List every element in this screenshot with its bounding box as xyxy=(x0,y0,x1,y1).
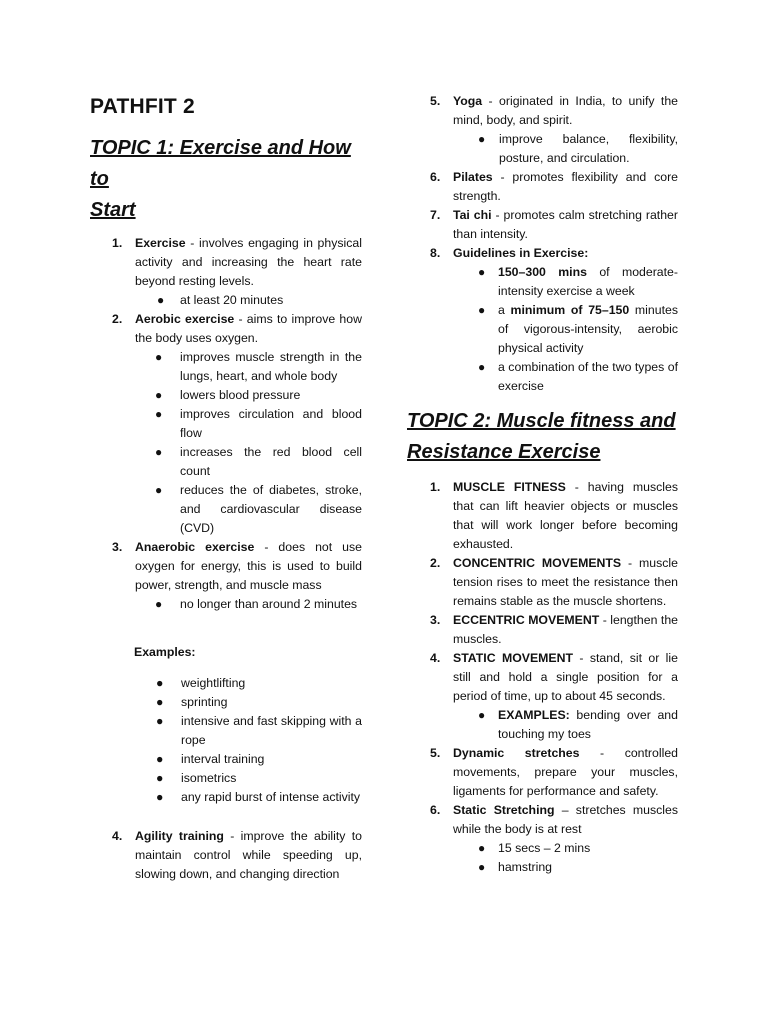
item-term: Exercise xyxy=(135,236,186,250)
item-text: - lengthen the muscles. xyxy=(453,613,678,646)
list-item xyxy=(408,244,678,396)
list-item xyxy=(408,478,678,554)
list-item xyxy=(408,92,678,168)
item-text: - promotes flexibility and core strength. xyxy=(453,170,678,203)
item-term: CONCENTRIC MOVEMENTS xyxy=(453,556,622,570)
bullet-item: ● at least 20 minutes xyxy=(90,291,362,310)
bullet-item: ● intensive and fast skipping with a rope xyxy=(156,714,362,747)
bullet-icon: ● xyxy=(156,695,164,709)
bullet-icon: ● xyxy=(157,293,165,307)
bullet-icon: ● xyxy=(155,445,163,459)
bullet-item: ● isometrics xyxy=(90,769,362,788)
bullet-icon: ● xyxy=(156,752,164,766)
examples-label: Examples: xyxy=(134,645,196,659)
bullet-icon: ● xyxy=(155,388,163,402)
topic1-heading-line1: TOPIC 1: Exercise and How to xyxy=(90,137,351,190)
topic1-heading-line2: Start xyxy=(90,199,136,221)
item-text: - promotes calm stretching rather than intensity. xyxy=(453,208,678,241)
item-text: - does not use oxygen for energy, this is used to build power, strength, and muscle mass xyxy=(135,540,362,592)
examples-list xyxy=(90,674,362,807)
item-term: Dynamic stretches xyxy=(453,746,580,760)
page-title: PATHFIT 2 xyxy=(90,95,195,118)
item-number: 2. xyxy=(112,312,123,326)
item-text: - involves engaging in physical activity and increasing the heart rate beyond resting levels. xyxy=(135,236,362,288)
item-term: MUSCLE FITNESS xyxy=(453,480,566,494)
bullet-icon: ● xyxy=(478,708,486,722)
bullet-item: ● EXAMPLES: bending over and touching my toes xyxy=(478,708,678,741)
topic1-list xyxy=(90,234,362,614)
topic2-heading-line2: Resistance Exercise xyxy=(407,441,601,463)
item-number: 6. xyxy=(430,803,441,817)
bullet-icon: ● xyxy=(156,771,164,785)
bullet-icon: ● xyxy=(478,265,486,279)
topic2-list xyxy=(408,478,678,877)
topic2-heading-line1: TOPIC 2: Muscle fitness and xyxy=(407,410,676,432)
bullet-icon: ● xyxy=(478,303,486,317)
bullet-item: ● improves muscle strength in the lungs, heart, and whole body xyxy=(155,350,362,383)
item-text: - originated in India, to unify the mind, body, and spirit. xyxy=(453,94,678,127)
item-number: 6. xyxy=(430,170,441,184)
item-term: Pilates xyxy=(453,170,493,184)
bullet-item: ● no longer than around 2 minutes xyxy=(135,595,362,614)
item-text: - controlled movements, prepare your muscles, ligaments for performance and safety. xyxy=(453,746,679,798)
item-term: Guidelines in Exercise: xyxy=(453,246,589,260)
item-number: 4. xyxy=(430,651,441,665)
bullet-item: ● lowers blood pressure xyxy=(135,386,362,405)
topic1-heading xyxy=(90,133,370,226)
item-text: - muscle tension rises to meet the resistance then remains stable as the muscle shortens. xyxy=(453,556,678,608)
item-term: Agility training xyxy=(135,829,224,843)
bullet-icon: ● xyxy=(478,132,486,146)
bullet-item: ● hamstring xyxy=(453,858,678,877)
list-item xyxy=(408,168,678,206)
list-item xyxy=(408,744,678,801)
list-item xyxy=(90,827,362,884)
item-text: - improve the ability to maintain control while speeding up, slowing down, and changing direction xyxy=(135,829,362,881)
list-item xyxy=(408,611,678,649)
item-term: Aerobic exercise xyxy=(135,312,235,326)
item-number: 1. xyxy=(430,480,441,494)
bullet-icon: ● xyxy=(155,483,163,497)
bullet-icon: ● xyxy=(155,350,163,364)
bullet-item: ● sprinting xyxy=(90,693,362,712)
topic1-list-continued xyxy=(90,827,362,884)
bullet-icon: ● xyxy=(478,860,486,874)
item-number: 8. xyxy=(430,246,441,260)
item-number: 1. xyxy=(112,236,123,250)
item-term: ECCENTRIC MOVEMENT xyxy=(453,613,600,627)
bullet-item: ● a minimum of 75–150 minutes of vigorous-intensity, aerobic physical activity xyxy=(478,303,678,355)
item-text: - stand, sit or lie still and hold a single position for a period of time, up to about 45 seconds. xyxy=(453,651,678,703)
item-term: Anaerobic exercise xyxy=(135,540,255,554)
bullet-icon: ● xyxy=(156,714,164,728)
bullet-icon: ● xyxy=(478,841,486,855)
bullet-icon: ● xyxy=(155,407,163,421)
item-number: 4. xyxy=(112,829,123,843)
item-number: 3. xyxy=(430,613,441,627)
item-number: 2. xyxy=(430,556,441,570)
bullet-item: ● a combination of the two types of exercise xyxy=(478,360,678,393)
item-text: – stretches muscles while the body is at rest xyxy=(453,803,678,836)
bullet-item: ● 150–300 mins of moderate-intensity exercise a week xyxy=(478,265,678,298)
bullet-item: ● improves circulation and blood flow xyxy=(155,407,362,440)
bullet-item: ● any rapid burst of intense activity xyxy=(90,788,362,807)
bullet-icon: ● xyxy=(156,790,164,804)
bullet-item: ● increases the red blood cell count xyxy=(155,445,362,478)
topic1-list-right xyxy=(408,92,678,396)
list-item xyxy=(408,206,678,244)
item-number: 5. xyxy=(430,94,441,108)
bullet-item: ● improve balance, flexibility, posture, and circulation. xyxy=(478,132,678,165)
bullet-item: ● 15 secs – 2 mins xyxy=(453,839,678,858)
item-term: Yoga xyxy=(453,94,483,108)
item-text: - aims to improve how the body uses oxygen. xyxy=(135,312,362,345)
list-item xyxy=(408,554,678,611)
item-term: Static Stretching xyxy=(453,803,555,817)
bullet-icon: ● xyxy=(155,597,163,611)
bullet-icon: ● xyxy=(156,676,164,690)
list-item xyxy=(408,801,678,877)
bullet-item: ● interval training xyxy=(90,750,362,769)
list-item xyxy=(90,310,362,538)
item-number: 5. xyxy=(430,746,441,760)
topic2-heading xyxy=(407,406,679,468)
list-item xyxy=(90,538,362,614)
bullet-item: ● weightlifting xyxy=(90,674,362,693)
item-number: 3. xyxy=(112,540,123,554)
list-item xyxy=(408,649,678,744)
item-text: - having muscles that can lift heavier objects or muscles that will work longer before becoming exhausted. xyxy=(453,480,678,551)
list-item xyxy=(90,234,362,310)
bullet-icon: ● xyxy=(478,360,486,374)
item-term: Tai chi xyxy=(453,208,492,222)
bullet-item: ● reduces the of diabetes, stroke, and cardiovascular disease (CVD) xyxy=(155,483,362,535)
item-number: 7. xyxy=(430,208,441,222)
item-term: STATIC MOVEMENT xyxy=(453,651,573,665)
